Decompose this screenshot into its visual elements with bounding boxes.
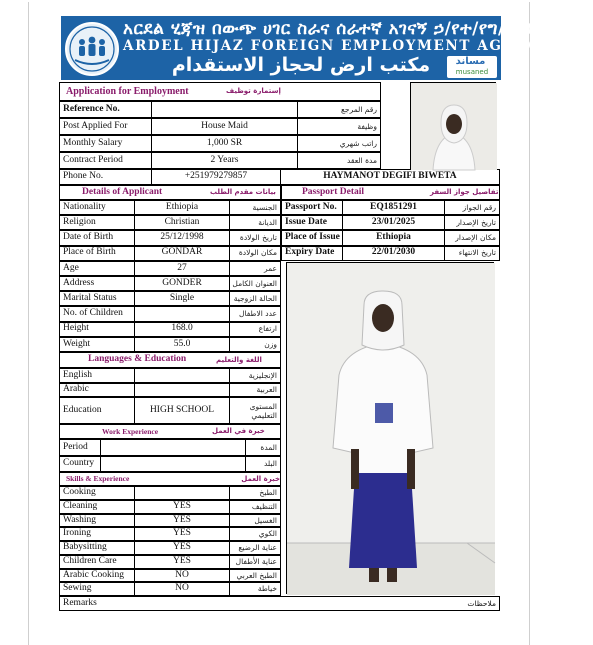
contract-label: Contract Period — [59, 152, 152, 169]
passport-row-label: Issue Date — [281, 215, 343, 230]
skill-row-arabic: عناية الرضيع — [229, 541, 281, 555]
skill-row-arabic: التنظيف — [229, 500, 281, 514]
language-row-label: English — [59, 368, 135, 383]
detail-row-label: No. of Children — [59, 306, 135, 321]
phone-value: +251979279857 — [151, 169, 281, 185]
detail-row-value — [134, 306, 230, 321]
languages-title-row — [59, 352, 281, 368]
language-row-arabic: الإنجليزية — [229, 368, 281, 383]
detail-row-value: 25/12/1998 — [134, 230, 230, 245]
languages-title: Languages & Education — [88, 354, 187, 365]
skills-title-row — [59, 472, 281, 486]
skill-row-label: Babysitting — [59, 541, 135, 555]
detail-row-label: Age — [59, 261, 135, 276]
reference-value — [151, 101, 298, 118]
detail-row-label: Height — [59, 322, 135, 337]
detail-row-arabic: تاريخ الولادة — [229, 230, 281, 245]
work-row-value — [100, 456, 246, 473]
skill-row-arabic: الكوي — [229, 527, 281, 541]
detail-row-arabic: عمر — [229, 261, 281, 276]
applicant-full-body-photo — [286, 262, 494, 594]
applicant-name: HAYMANOT DEGIFI BIWETA — [280, 169, 500, 185]
detail-row-arabic: عدد الاطفال — [229, 306, 281, 321]
details-title: Details of Applicant — [82, 186, 163, 197]
passport-row-value: EQ1851291 — [342, 200, 445, 215]
skill-row-arabic: الطبخ العربي — [229, 569, 281, 583]
skill-row-label: Cleaning — [59, 500, 135, 514]
reference-label: Reference No. — [59, 101, 152, 118]
language-row-value — [134, 383, 230, 398]
skill-row-value: YES — [134, 527, 230, 541]
detail-row-value: Ethiopia — [134, 200, 230, 215]
detail-row-arabic: الجنسية — [229, 200, 281, 215]
salary-value: 1,000 SR — [151, 135, 298, 152]
reference-arabic: رقم المرجع — [297, 101, 381, 118]
passport-row-arabic: تاريخ الإصدار — [444, 215, 500, 230]
work-row-label: Period — [59, 439, 101, 456]
passport-row-label: Place of Issue — [281, 230, 343, 245]
details-title-arabic: بيانات مقدم الطلب — [210, 188, 276, 196]
details-title-row — [59, 185, 281, 200]
language-row-label: Education — [59, 397, 135, 424]
skills-title-arabic: خبرة العمل — [241, 474, 280, 483]
agency-name-arabic: مكتب ارض لحجاز الاستقدام — [171, 54, 431, 76]
skill-row-value — [134, 486, 230, 500]
remarks-row — [59, 596, 500, 611]
phone-label: Phone No. — [59, 169, 152, 185]
work-row-label: Country — [59, 456, 101, 473]
passport-row-value: Ethiopia — [342, 230, 445, 245]
work-row-value — [100, 439, 246, 456]
application-title-arabic: إستمارة توظيف — [226, 87, 281, 95]
remarks-arabic: ملاحظات — [467, 598, 496, 608]
passport-title-row — [281, 185, 500, 200]
detail-row-arabic: مكان الولادة — [229, 246, 281, 261]
passport-row-value: 22/01/2030 — [342, 246, 445, 261]
detail-row-label: Nationality — [59, 200, 135, 215]
detail-row-value: Single — [134, 291, 230, 306]
detail-row-arabic: الحالة الزوجية — [229, 291, 281, 306]
detail-row-label: Weight — [59, 337, 135, 352]
detail-row-label: Address — [59, 276, 135, 291]
passport-row-arabic: مكان الإصدار — [444, 230, 500, 245]
skill-row-arabic: عناية الأطفال — [229, 555, 281, 569]
post-arabic: وظيفة — [297, 118, 381, 135]
detail-row-value: 27 — [134, 261, 230, 276]
detail-row-label: Date of Birth — [59, 230, 135, 245]
detail-row-value: 55.0 — [134, 337, 230, 352]
work-row-arabic: البلد — [245, 456, 281, 473]
salary-arabic: راتب شهري — [297, 135, 381, 152]
contract-value: 2 Years — [151, 152, 298, 169]
skill-row-value: YES — [134, 555, 230, 569]
work-title-arabic: خبرة في العمل — [212, 427, 265, 435]
passport-title-arabic: تفاصيل جواز السفر — [430, 188, 499, 196]
skill-row-label: Sewing — [59, 582, 135, 596]
language-row-arabic: العربية — [229, 383, 281, 398]
contract-arabic: مدة العقد — [297, 152, 381, 169]
agency-logo — [65, 22, 119, 76]
skill-row-label: Cooking — [59, 486, 135, 500]
skills-title: Skills & Experience — [66, 474, 130, 484]
detail-row-value: 168.0 — [134, 322, 230, 337]
musaned-logo-english: musaned — [455, 68, 489, 76]
detail-row-value: Christian — [134, 215, 230, 230]
skill-row-value: YES — [134, 514, 230, 528]
passport-row-label: Expiry Date — [281, 246, 343, 261]
skill-row-value: YES — [134, 500, 230, 514]
skill-row-arabic: الطبخ — [229, 486, 281, 500]
skill-row-label: Children Care — [59, 555, 135, 569]
passport-row-arabic: تاريخ الانتهاء — [444, 246, 500, 261]
detail-row-arabic: ارتفاع — [229, 322, 281, 337]
detail-row-label: Religion — [59, 215, 135, 230]
detail-row-value: GONDAR — [134, 246, 230, 261]
passport-title: Passport Detail — [302, 186, 365, 197]
skill-row-arabic: خياطة — [229, 582, 281, 596]
detail-row-arabic: العنوان الكامل — [229, 276, 281, 291]
application-title: Application for Employment — [66, 85, 189, 97]
passport-row-arabic: رقم الجواز — [444, 200, 500, 215]
skill-row-label: Ironing — [59, 527, 135, 541]
work-title: Work Experience — [102, 426, 159, 436]
agency-banner — [61, 16, 593, 80]
language-row-label: Arabic — [59, 383, 135, 398]
applicant-portrait-photo — [410, 82, 496, 169]
agency-name-amharic: አርደል ሂጃዝ በውጭ ሀገር ስራና ሰራተኛ አገናኝ ኃ/የተ/የግ/ማህበር — [123, 19, 553, 39]
skill-row-value: NO — [134, 582, 230, 596]
musaned-logo — [447, 56, 497, 78]
skill-row-label: Washing — [59, 514, 135, 528]
musaned-logo-arabic: مساند — [455, 56, 486, 67]
remarks-label: Remarks — [63, 597, 97, 608]
language-row-arabic: المستوى التعليمي — [229, 397, 281, 424]
skill-row-label: Arabic Cooking — [59, 569, 135, 583]
detail-row-label: Place of Birth — [59, 246, 135, 261]
detail-row-arabic: وزن — [229, 337, 281, 352]
post-label: Post Applied For — [59, 118, 152, 135]
languages-title-arabic: اللغة والتعليم — [216, 355, 262, 364]
salary-label: Monthly Salary — [59, 135, 152, 152]
passport-row-label: Passport No. — [281, 200, 343, 215]
skill-row-value: NO — [134, 569, 230, 583]
language-row-value: HIGH SCHOOL — [134, 397, 230, 424]
work-title-row — [59, 424, 281, 439]
detail-row-label: Marital Status — [59, 291, 135, 306]
work-row-arabic: المدة — [245, 439, 281, 456]
language-row-value — [134, 368, 230, 383]
skill-row-arabic: الغسيل — [229, 514, 281, 528]
detail-row-arabic: الديانة — [229, 215, 281, 230]
detail-row-value: GONDER — [134, 276, 230, 291]
agency-name-english: ARDEL HIJAZ FOREIGN EMPLOYMENT AGENCY PLC — [123, 38, 593, 54]
skill-row-value: YES — [134, 541, 230, 555]
passport-row-value: 23/01/2025 — [342, 215, 445, 230]
post-value: House Maid — [151, 118, 298, 135]
application-title-row — [59, 82, 381, 101]
